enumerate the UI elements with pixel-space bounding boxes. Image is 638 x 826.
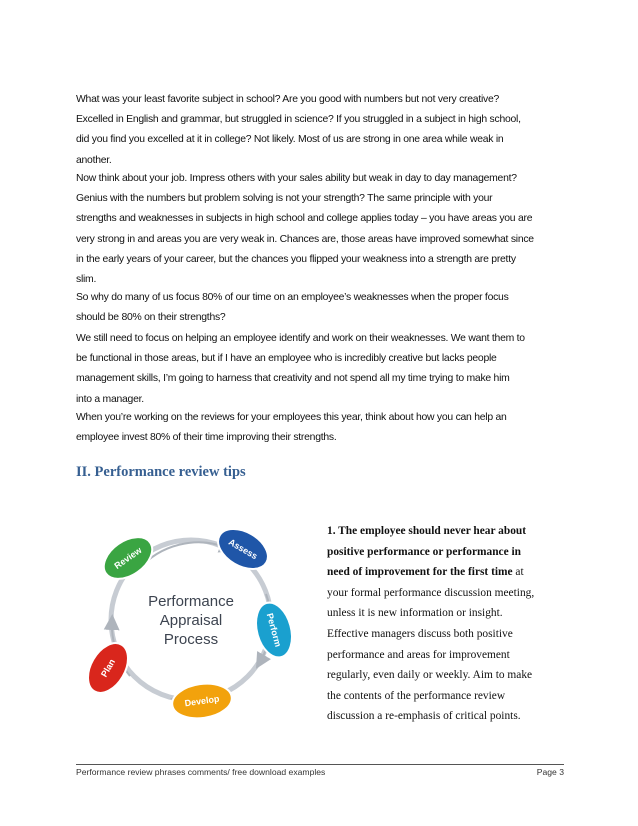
tip-line: performance and areas for improvement — [327, 648, 510, 661]
text-line: Now think about your job. Impress others with your sales ability but weak in day to day management? — [76, 173, 517, 184]
step-review — [96, 529, 160, 588]
tip-1 — [327, 521, 567, 727]
section-heading: II. Performance review tips — [76, 464, 246, 480]
cycle-diagram-svg — [78, 512, 304, 728]
step-develop — [170, 680, 234, 722]
step-develop-label: Develop — [183, 693, 221, 709]
paragraph-working-on-reviews — [76, 408, 566, 448]
paragraph-still-need-to-focus — [76, 329, 566, 410]
tip-line: regularly, even daily or weekly. Aim to make — [327, 669, 533, 682]
tip-line: unless it is new information or insight. — [327, 607, 503, 620]
tip-bold-line: 1. The employee should never hear about — [327, 525, 527, 537]
center-line-appraisal: Appraisal — [159, 612, 223, 629]
paragraph-least-favorite-subject — [76, 90, 566, 171]
text-line: in the early years of your career, but the chances you flipped your weakness into a strength are pretty — [76, 253, 516, 265]
step-review-label: Review — [112, 545, 144, 571]
text-line: strengths and weaknesses in subjects in high school and college applies today – you have areas you are — [76, 213, 533, 225]
footer-divider — [76, 764, 564, 765]
text-line: into a manager. — [76, 393, 144, 405]
text-line: Genius with the numbers but problem solving is not your strength? The same principle with your — [76, 193, 493, 205]
text-line: be functional in those areas, but if I have an employee who is incredibly creative but lacks people — [76, 353, 497, 365]
tip-line: Effective managers discuss both positive — [327, 627, 513, 640]
paragraph-focus-80-percent — [76, 288, 566, 328]
step-assess-label: Assess — [226, 536, 260, 562]
text-line: management skills, I’m going to harness that creativity and not spend all my time trying to make him — [76, 373, 510, 385]
tip-line-mixed — [327, 562, 567, 583]
text-line: should be 80% on their strengths? — [76, 312, 226, 324]
step-plan-label: Plan — [98, 657, 118, 679]
tip-bold-line: need of improvement for the first time — [327, 566, 513, 579]
paragraph-think-about-job — [76, 169, 566, 290]
text-line: another. — [76, 154, 112, 166]
text-line: did you find you excelled at it in college? Not likely. Most of us are strong in one area while weak in — [76, 134, 504, 146]
center-label — [148, 593, 234, 648]
text-line: very strong in and areas you are very weak in. Chances are, those areas have improved somewhat since — [76, 233, 534, 245]
footer-title: Performance review phrases comments/ free download examples — [76, 767, 326, 777]
text-line: So why do many of us focus 80% of our time on an employee’s weaknesses when the proper focus — [76, 292, 509, 303]
text-line: When you’re working on the reviews for your employees this year, think about how you can help an — [76, 412, 507, 423]
step-perform — [250, 599, 297, 662]
step-assess — [211, 521, 275, 577]
page-number: Page 3 — [536, 767, 564, 777]
performance-appraisal-diagram — [78, 512, 304, 728]
tip-bold-tail: at — [512, 566, 524, 579]
tip-bold-line: positive performance or performance in — [327, 545, 522, 558]
text-line: Excelled in English and grammar, but struggled in science? If you struggled in a subject in high school, — [76, 114, 521, 126]
text-line: What was your least favorite subject in school? Are you good with numbers but not very creative? — [76, 94, 500, 105]
text-line: We still need to focus on helping an employee identify and work on their weaknesses. We want them to — [76, 333, 525, 344]
text-line: employee invest 80% of their time improving their strengths. — [76, 432, 337, 444]
tip-line: the contents of the performance review — [327, 689, 506, 702]
center-line-process: Process — [163, 631, 219, 648]
center-line-performance: Performance — [148, 593, 234, 610]
step-perform-label: Perform — [264, 612, 284, 648]
text-line: slim. — [76, 274, 97, 286]
tip-line: discussion a re-emphasis of critical points. — [327, 710, 521, 723]
tip-line: your formal performance discussion meeting, — [327, 586, 535, 599]
